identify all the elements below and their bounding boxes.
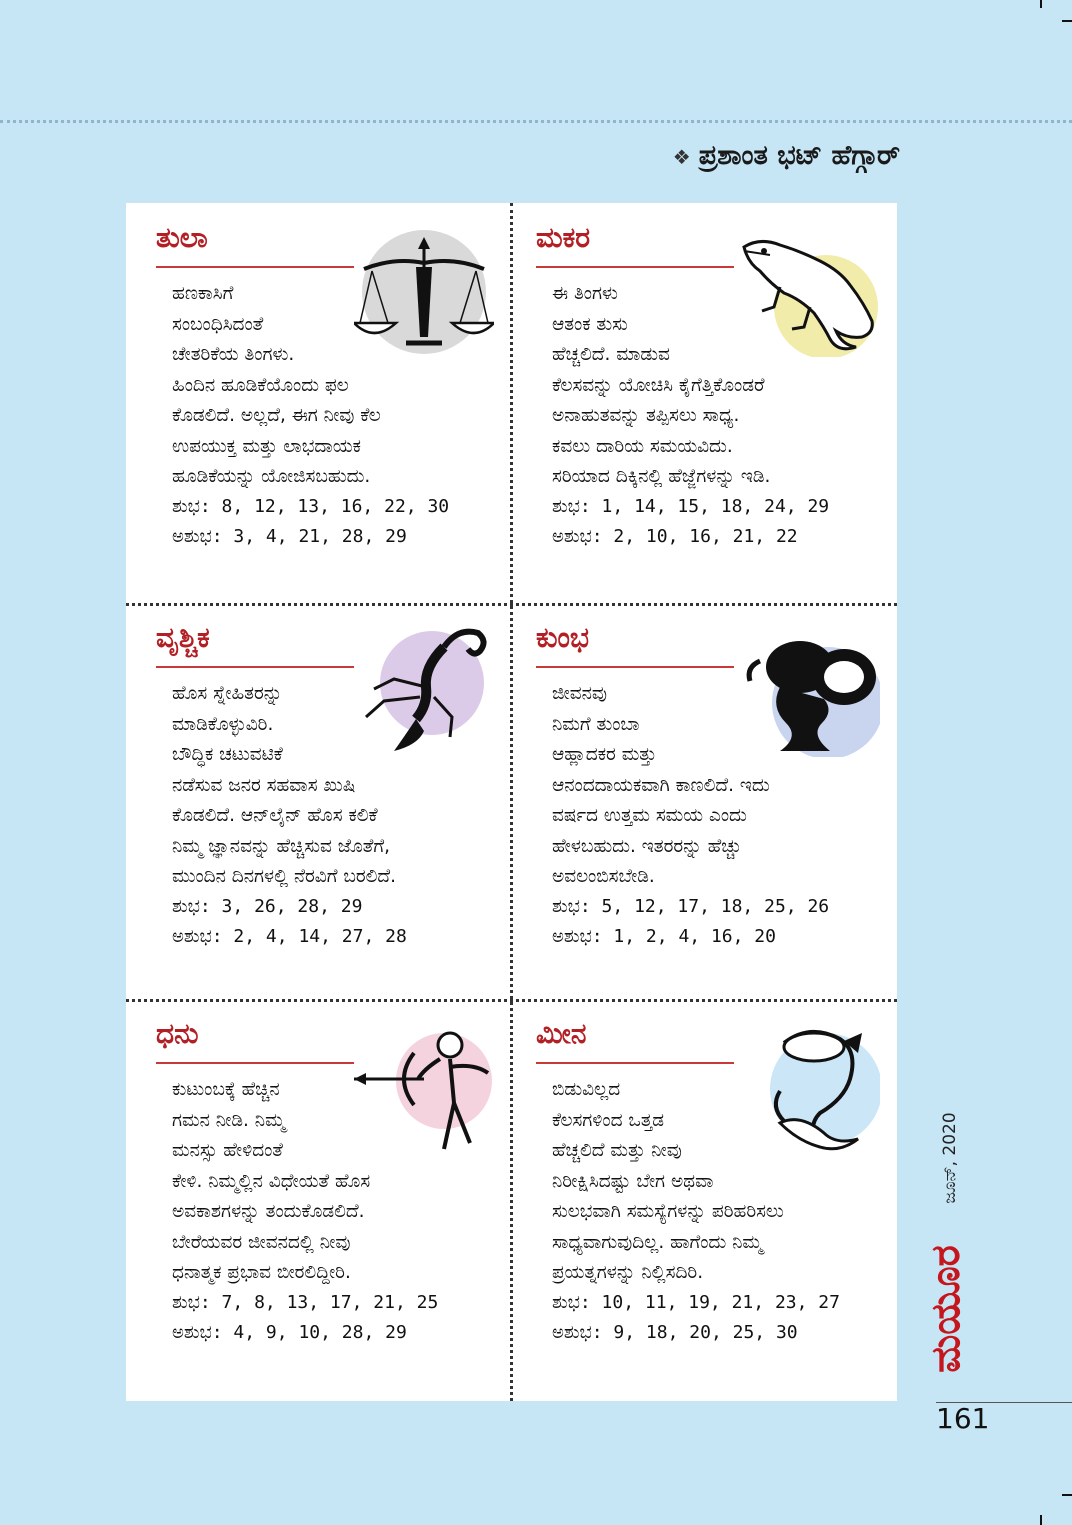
- lucky-days: ಶುಭ: 5, 12, 17, 18, 25, 26: [552, 896, 830, 917]
- author-name: ಪ್ರಶಾಂತ ಭಟ್ ಹೆಗ್ಗಾರ್: [698, 140, 900, 171]
- sign-title: ವೃಶ್ಚಿಕ: [156, 621, 210, 654]
- sign-card-libra: [126, 203, 511, 601]
- title-underline: [536, 1062, 734, 1064]
- crop-mark: [1040, 0, 1042, 8]
- sign-card-aquarius: [512, 603, 897, 1001]
- lucky-days: ಶುಭ: 8, 12, 13, 16, 22, 30: [172, 496, 450, 517]
- sign-title: ತುಲಾ: [156, 221, 208, 254]
- author-byline: [560, 140, 900, 172]
- unlucky-days: ಅಶುಭ: 2, 4, 14, 27, 28: [172, 926, 407, 947]
- lucky-days: ಶುಭ: 1, 14, 15, 18, 24, 29: [552, 496, 830, 517]
- title-underline: [156, 666, 354, 668]
- sign-description: ಈ ತಿಂಗಳು ಆತಂಕ ತುಸು ಹೆಚ್ಚಲಿದೆ. ಮಾಡುವ ಕೆಲಸವನ್ನು ಯೋಚಿಸಿ ಕೈಗೆತ್ತಿಕೊಂಡರೆ ಅನಾಹುತವನ್ನು ತಪ್ಪಿಸಲು ಸಾಧ್ಯ. ಕವಲು ದಾರಿಯ ಸಮಯವಿದು. ಸರಿಯಾದ ದಿಕ್ಕಿನಲ್ಲಿ ಹೆಜ್ಜೆಗಳನ್ನು ಇಡಿ.: [552, 283, 771, 487]
- title-underline: [536, 266, 734, 268]
- sign-title: ಮೀನ: [536, 1017, 587, 1050]
- top-dotted-divider: [0, 120, 1072, 123]
- lucky-days: ಶುಭ: 10, 11, 19, 21, 23, 27: [552, 1292, 840, 1313]
- sign-title: ಮಕರ: [536, 221, 591, 254]
- sign-card-capricorn: [512, 203, 897, 601]
- unlucky-days: ಅಶುಭ: 9, 18, 20, 25, 30: [552, 1322, 798, 1343]
- sign-card-pisces: [512, 999, 897, 1397]
- title-underline: [156, 266, 354, 268]
- crop-mark: [1062, 1494, 1072, 1496]
- sign-description: ಕುಟುಂಬಕ್ಕೆ ಹೆಚ್ಚಿನ ಗಮನ ನೀಡಿ. ನಿಮ್ಮ ಮನಸ್ಸು ಹೇಳಿದಂತೆ ಕೇಳಿ. ನಿಮ್ಮಲ್ಲಿನ ವಿಧೇಯತೆ ಹೊಸ ಅವಕಾಶಗಳನ್ನು ತಂದುಕೊಡಲಿದೆ. ಬೇರೆಯವರ ಜೀವನದಲ್ಲಿ ನೀವು ಧನಾತ್ಮಕ ಪ್ರಭಾವ ಬೀರಲಿದ್ದೀರಿ.: [172, 1079, 371, 1283]
- issue-date: ಜೂನ್, 2020: [940, 1112, 960, 1204]
- title-underline: [536, 666, 734, 668]
- unlucky-days: ಅಶುಭ: 4, 9, 10, 28, 29: [172, 1322, 407, 1343]
- lucky-days: ಶುಭ: 3, 26, 28, 29: [172, 896, 363, 917]
- crop-mark: [1040, 1515, 1042, 1525]
- sign-description: ಜೀವನವು ನಿಮಗೆ ತುಂಬಾ ಆಹ್ಲಾದಕರ ಮತ್ತು ಆನಂದದಾಯಕವಾಗಿ ಕಾಣಲಿದೆ. ಇದು ವರ್ಷದ ಉತ್ತಮ ಸಮಯ ಎಂದು ಹೇಳಬಹುದು. ಇತರರನ್ನು ಹೆಚ್ಚು ಅವಲಂಬಿಸಬೇಡಿ.: [552, 683, 770, 887]
- unlucky-days: ಅಶುಭ: 3, 4, 21, 28, 29: [172, 526, 407, 547]
- unlucky-days: ಅಶುಭ: 1, 2, 4, 16, 20: [552, 926, 776, 947]
- magazine-logo: ಮಯೂರ: [923, 1245, 969, 1373]
- crop-mark: [1062, 20, 1072, 22]
- page-number: 161: [936, 1402, 990, 1435]
- horoscope-panel: [126, 203, 897, 1401]
- sign-title: ಧನು: [156, 1017, 199, 1050]
- sign-card-sagittarius: [126, 999, 511, 1397]
- diamond-bullet-icon: ❖: [672, 145, 691, 169]
- sign-description: ಹೊಸ ಸ್ನೇಹಿತರನ್ನು ಮಾಡಿಕೊಳ್ಳುವಿರಿ. ಬೌದ್ಧಿಕ ಚಟುವಟಿಕೆ ನಡೆಸುವ ಜನರ ಸಹವಾಸ ಖುಷಿ ಕೊಡಲಿದೆ. ಆನ್‌ಲೈನ್ ಹೊಸ ಕಲಿಕೆ ನಿಮ್ಮ ಜ್ಞಾನವನ್ನು ಹೆಚ್ಚಿಸುವ ಜೊತೆಗೆ, ಮುಂದಿನ ದಿನಗಳಲ್ಲಿ ನೆರವಿಗೆ ಬರಲಿದೆ.: [172, 683, 396, 887]
- sign-title: ಕುಂಭ: [536, 621, 590, 654]
- sign-card-scorpio: [126, 603, 511, 1001]
- lucky-days: ಶುಭ: 7, 8, 13, 17, 21, 25: [172, 1292, 439, 1313]
- sign-description: ಬಿಡುವಿಲ್ಲದ ಕೆಲಸಗಳಿಂದ ಒತ್ತಡ ಹೆಚ್ಚಲಿದೆ ಮತ್ತು ನೀವು ನಿರೀಕ್ಷಿಸಿದಷ್ಟು ಬೇಗ ಅಥವಾ ಸುಲಭವಾಗಿ ಸಮಸ್ಯೆಗಳನ್ನು ಪರಿಹರಿಸಲು ಸಾಧ್ಯವಾಗುವುದಿಲ್ಲ. ಹಾಗೆಂದು ನಿಮ್ಮ ಪ್ರಯತ್ನಗಳನ್ನು ನಿಲ್ಲಿಸದಿರಿ.: [552, 1079, 784, 1283]
- title-underline: [156, 1062, 354, 1064]
- sign-description: ಹಣಕಾಸಿಗೆ ಸಂಬಂಧಿಸಿದಂತೆ ಚೇತರಿಕೆಯ ತಿಂಗಳು. ಹಿಂದಿನ ಹೂಡಿಕೆಯೊಂದು ಫಲ ಕೊಡಲಿದೆ. ಅಲ್ಲದೆ, ಈಗ ನೀವು ಕೆಲ ಉಪಯುಕ್ತ ಮತ್ತು ಲಾಭದಾಯಕ ಹೂಡಿಕೆಯನ್ನು ಯೋಜಿಸಬಹುದು.: [172, 283, 381, 487]
- unlucky-days: ಅಶುಭ: 2, 10, 16, 21, 22: [552, 526, 798, 547]
